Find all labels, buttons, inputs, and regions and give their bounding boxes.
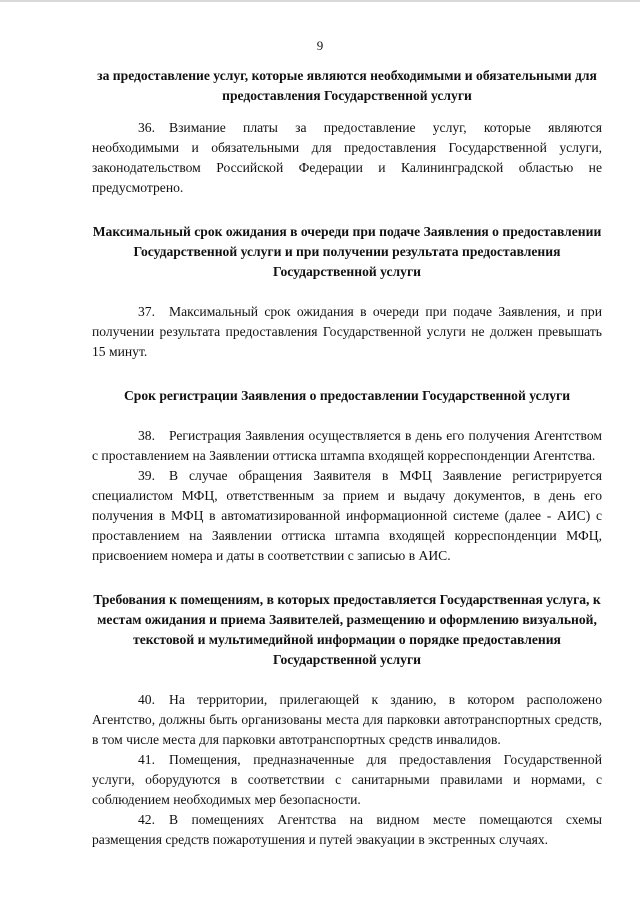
scan-edge-line [0,0,640,2]
paragraph-text: На территории, прилегающей к зданию, в котором расположено Агентство, должны быть организованы места для парковки автотранспортных средств, в том числе места для парковки автотранспортных средств инвалидов. [92,692,602,747]
section-heading-premises: Требования к помещениям, в которых предоставляется Государственная услуга, к местам ожидания и приема Заявителей, размещению и оформлению визуальной, текстовой и мультимедийной информации о порядке предоставления Государственной услуги [93,592,601,667]
paragraph-number: 42. [138,812,155,827]
paragraph-number: 36. [138,120,155,135]
paragraph-text: Максимальный срок ожидания в очереди при подаче Заявления, и при получении результата предоставления Государственной услуги не должен превышать 15 минут. [92,304,602,359]
paragraph-number: 38. [138,428,155,443]
paragraph-37 [92,302,602,362]
paragraph-39 [92,466,602,566]
paragraph-number: 40. [138,692,155,707]
paragraph-38 [92,426,602,466]
paragraph-41 [92,750,602,810]
section-heading-registration: Срок регистрации Заявления о предоставлении Государственной услуги [123,388,571,403]
paragraph-number: 37. [138,304,155,319]
paragraph-text: Помещения, предназначенные для предоставления Государственной услуги, оборудуются в соответствии с санитарными правилами и нормами, с соблюдением необходимых мер безопасности. [92,752,602,807]
page-number: 9 [316,38,324,53]
paragraph-number: 41. [138,752,155,767]
paragraph-text: В помещениях Агентства на видном месте помещаются схемы размещения средств пожаротушения и путей эвакуации в экстренных случаях. [92,812,602,847]
section-heading-fee: за предоставление услуг, которые являются необходимыми и обязательными для предоставления Государственной услуги [97,68,597,103]
paragraph-text: Регистрация Заявления осуществляется в день его получения Агентством с проставлением на Заявлении оттиска штампа входящей корреспонденции Агентства. [92,428,602,463]
paragraph-text: Взимание платы за предоставление услуг, которые являются необходимыми и обязательными для предоставления Государственной услуги, законодательством Российской Федерации и Калининградской областью не предусмотрено. [92,120,602,195]
section-heading-wait-time: Максимальный срок ожидания в очереди при подаче Заявления о предоставлении Государственной услуги и при получении результата предоставления Государственной услуги [92,224,602,279]
paragraph-text: В случае обращения Заявителя в МФЦ Заявление регистрируется специалистом МФЦ, ответственным за прием и выдачу документов, в день его получения в МФЦ в автоматизированной информационной системе (далее - АИС) с проставлением на Заявлении оттиска штампа входящей корреспонденции МФЦ, присвоением номера и даты в соответствии с записью в АИС. [92,468,602,563]
document-body [92,66,602,850]
paragraph-36 [92,118,602,198]
paragraph-number: 39. [138,468,155,483]
paragraph-40 [92,690,602,750]
paragraph-42 [92,810,602,850]
